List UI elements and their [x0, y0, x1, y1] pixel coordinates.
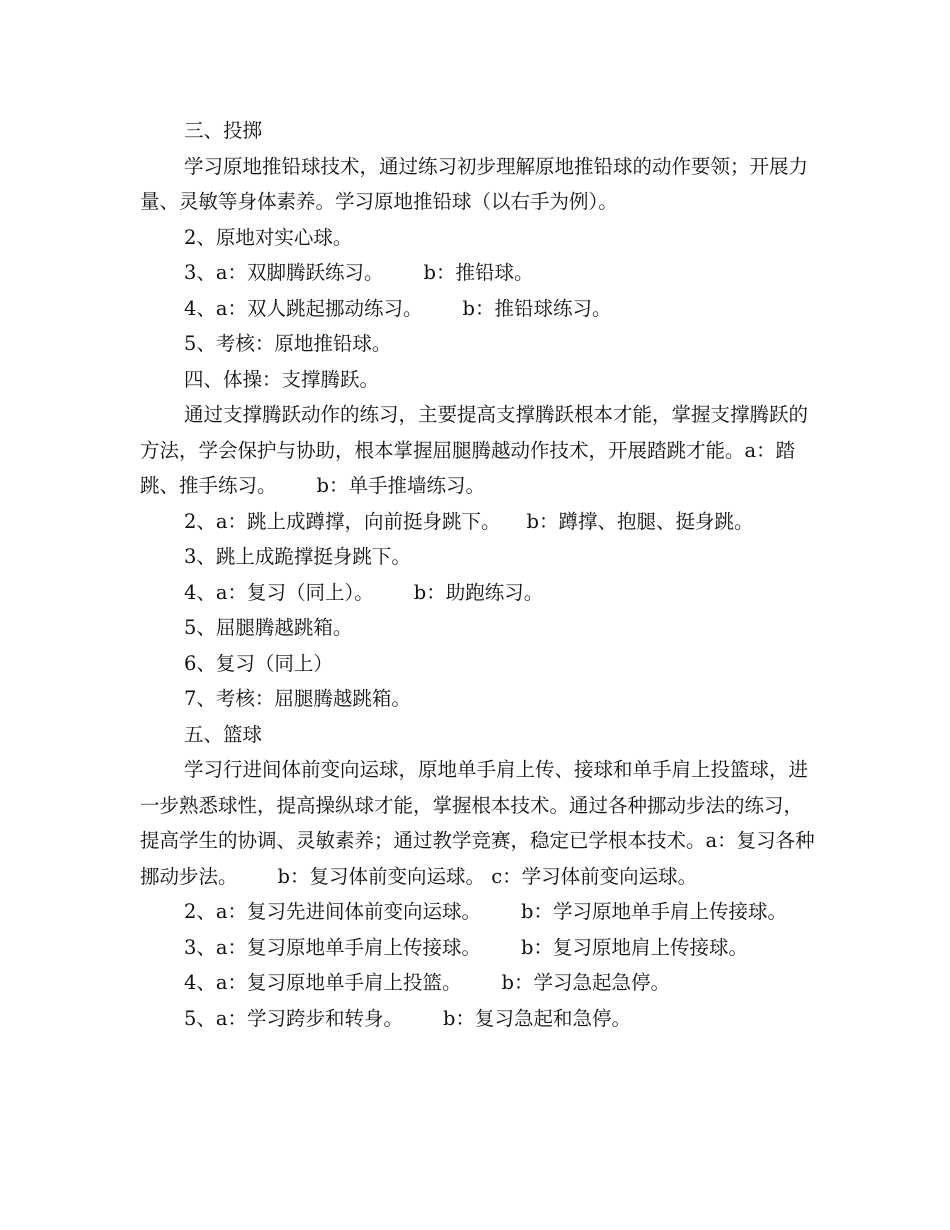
list-item: 4、a：复习原地单手肩上投篮。 b：学习急起急停。 — [184, 971, 671, 994]
list-item: 6、复习（同上） — [184, 651, 333, 675]
list-item: 2、a：跳上成蹲撑，向前挺身跳下。 b：蹲撑、抱腿、挺身跳。 — [184, 509, 754, 533]
list-item: 7、考核：屈腿腾越跳箱。 — [184, 687, 411, 710]
section-heading-basketball: 五、篮球 — [184, 722, 263, 746]
list-item: 3、a：复习原地单手肩上传接球。 b：复习原地肩上传接球。 — [184, 935, 749, 959]
list-item: 4、a：复习（同上）。 b：助跑练习。 — [184, 580, 544, 604]
section-heading-throwing: 三、投掷 — [184, 119, 263, 142]
list-item: 3、跳上成跪撑挺身跳下。 — [184, 545, 411, 568]
list-item: 5、a：学习跨步和转身。 b：复习急起和急停。 — [184, 1006, 632, 1030]
paragraph-vault-intro: 通过支撑腾跃动作的练习，主要提高支撑腾跃根本才能，掌握支撑腾跃的方法，学会保护与协助，根本掌握屈腿腾越动作技术，开展踏跳才能。a：踏跳、推手练习。 b：单手推墙练习。 — [140, 403, 809, 497]
paragraph-shot-put-intro: 学习原地推铅球技术，通过练习初步理解原地推铅球的动作要领；开展力量、灵敏等身体素养。学习原地推铅球（以右手为例）。 — [140, 154, 809, 213]
list-item: 5、考核：原地推铅球。 — [184, 332, 392, 355]
list-item: 5、屈腿腾越跳箱。 — [184, 616, 353, 639]
section-heading-gymnastics: 四、体操：支撑腾跃。 — [184, 367, 380, 391]
list-item: 2、原地对实心球。 — [184, 225, 353, 249]
document-body — [140, 113, 820, 1036]
list-item: 4、a：双人跳起挪动练习。 b：推铅球练习。 — [184, 296, 612, 320]
paragraph-basketball-intro: 学习行进间体前变向运球，原地单手肩上传、接球和单手肩上投篮球，进一步熟悉球性，提高操纵球才能，掌握根本技术。通过各种挪动步法的练习，提高学生的协调、灵敏素养；通过教学竞赛，稳定已学根本技术。a：复习各种挪动步法。 b：复习体前变向运球。 c：学习体前变向运球。 — [140, 758, 815, 888]
list-item: 3、a：双脚腾跃练习。 b：推铅球。 — [184, 261, 534, 284]
list-item: 2、a：复习先进间体前变向运球。 b：学习原地单手肩上传接球。 — [184, 900, 788, 923]
